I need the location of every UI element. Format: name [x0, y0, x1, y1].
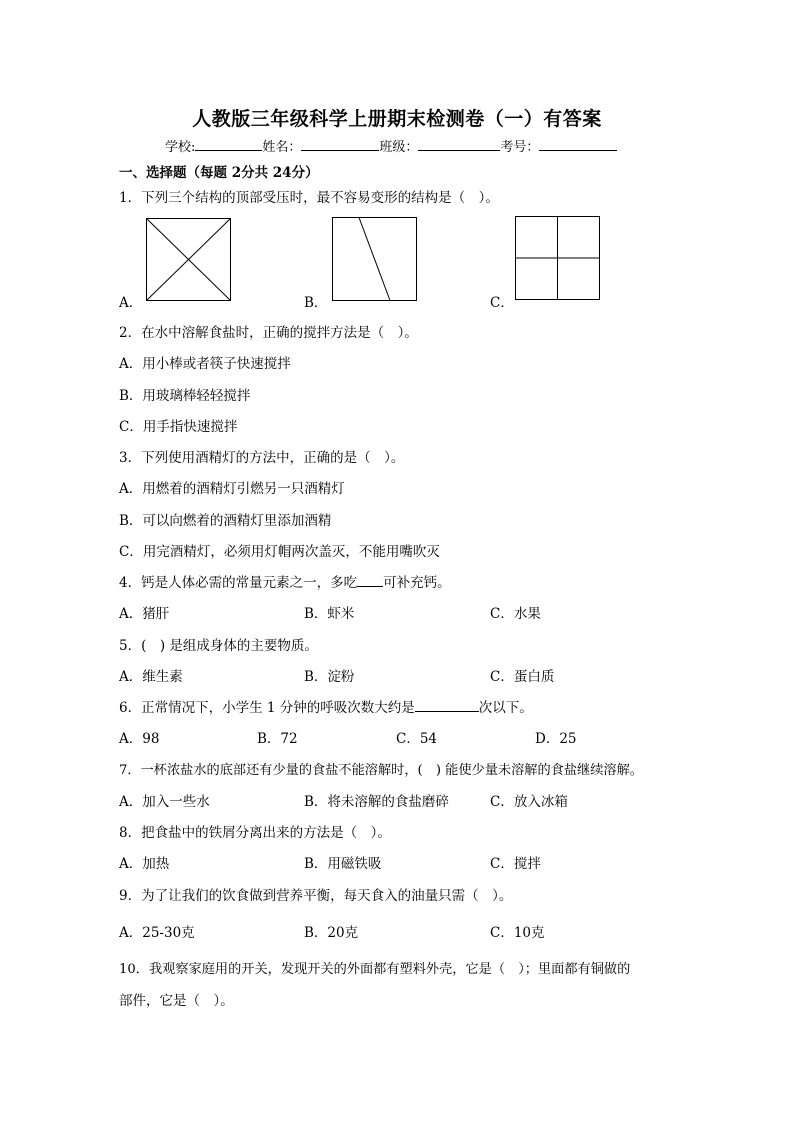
q6-option-b[interactable]: B．72 — [257, 731, 298, 747]
q7-option-c[interactable]: C．放入冰箱 — [490, 794, 568, 810]
class-label: 班级： — [379, 140, 419, 155]
q2-option-a[interactable]: A．用小棒或者筷子快速搅拌 — [119, 356, 291, 372]
section-heading-choice: 一、选择题（每题 2分共 24分） — [119, 165, 319, 181]
structure-a-diagram — [146, 218, 232, 302]
q8-option-b[interactable]: B．用磁铁吸 — [304, 856, 382, 872]
q9-option-b[interactable]: B．20克 — [304, 925, 359, 941]
q4-answer-blank[interactable] — [357, 574, 383, 587]
q4-option-c[interactable]: C．水果 — [490, 606, 541, 622]
q3-option-a[interactable]: A．用燃着的酒精灯引燃另一只酒精灯 — [119, 481, 345, 497]
question-6-text — [119, 696, 533, 716]
class-blank[interactable] — [418, 138, 500, 151]
q6-answer-blank[interactable] — [415, 699, 479, 712]
q1-option-c[interactable]: C． — [490, 295, 514, 311]
question-8-text: 8．把食盐中的铁屑分离出来的方法是（ ）。 — [119, 825, 391, 841]
name-blank[interactable] — [301, 138, 379, 151]
q6-option-a[interactable]: A．98 — [119, 731, 160, 747]
page-title: 人教版三年级科学上册期末检测卷（一）有答案 — [192, 108, 602, 130]
exam-no-label: 考号： — [500, 140, 540, 155]
exam-no-blank[interactable] — [539, 138, 617, 151]
q8-option-c[interactable]: C．搅拌 — [490, 856, 541, 872]
student-info-row — [165, 136, 617, 155]
name-label: 姓名： — [262, 140, 302, 155]
question-2-text: 2．在水中溶解食盐时，正确的搅拌方法是（ ）。 — [119, 325, 418, 341]
q1-option-a[interactable]: A． — [119, 295, 143, 311]
q2-option-c[interactable]: C．用手指快速搅拌 — [119, 419, 238, 435]
q7-option-b[interactable]: B．将未溶解的食盐磨碎 — [304, 794, 449, 810]
q8-option-a[interactable]: A．加热 — [119, 856, 170, 872]
q9-option-a[interactable]: A．25-30克 — [119, 925, 195, 941]
q2-option-b[interactable]: B．用玻璃棒轻轻搅拌 — [119, 388, 251, 404]
school-label: 学校: — [165, 140, 196, 155]
q6-text-after: 次以下。 — [478, 700, 533, 716]
question-5-text: 5．( ) 是组成身体的主要物质。 — [119, 638, 318, 654]
question-4-text — [119, 571, 451, 591]
q5-option-c[interactable]: C．蛋白质 — [490, 669, 555, 685]
question-7-text: 7．一杯浓盐水的底部还有少量的食盐不能溶解时，( ) 能使少量未溶解的食盐继续溶解。 — [119, 763, 643, 778]
q6-text-before: 6．正常情况下，小学生 1 分钟的呼吸次数大约是 — [119, 700, 415, 716]
q7-option-a[interactable]: A．加入一些水 — [119, 794, 210, 810]
q4-option-b[interactable]: B．虾米 — [304, 606, 355, 622]
q6-option-d[interactable]: D．25 — [535, 731, 577, 747]
question-10-line-2: 部件，它是（ ）。 — [119, 993, 234, 1009]
q9-option-c[interactable]: C．10克 — [490, 925, 545, 941]
question-1-text: 1．下列三个结构的顶部受压时，最不容易变形的结构是（ ）。 — [119, 190, 499, 206]
q5-option-b[interactable]: B．淀粉 — [304, 669, 355, 685]
q4-text-after: 可补充钙。 — [383, 575, 451, 591]
q4-text-before: 4．钙是人体必需的常量元素之一，多吃 — [119, 575, 358, 591]
q5-option-a[interactable]: A．维生素 — [119, 669, 183, 685]
q6-option-c[interactable]: C．54 — [396, 731, 438, 747]
school-blank[interactable] — [195, 138, 262, 151]
structure-c-diagram — [515, 216, 601, 301]
q3-option-c[interactable]: C．用完酒精灯，必须用灯帽两次盖灭，不能用嘴吹灭 — [119, 544, 440, 560]
question-10-line-1: 10．我观察家庭用的开关，发现开关的外面都有塑料外壳，它是（ ）；里面都有铜做的 — [119, 962, 631, 977]
question-3-text: 3．下列使用酒精灯的方法中，正确的是（ ）。 — [119, 450, 405, 466]
q4-option-a[interactable]: A．猪肝 — [119, 606, 170, 622]
q1-option-b[interactable]: B． — [304, 295, 328, 311]
structure-b-diagram — [332, 217, 418, 302]
question-9-text: 9．为了让我们的饮食做到营养平衡，每天食入的油量只需（ ）。 — [119, 888, 513, 904]
q3-option-b[interactable]: B．可以向燃着的酒精灯里添加酒精 — [119, 513, 332, 529]
